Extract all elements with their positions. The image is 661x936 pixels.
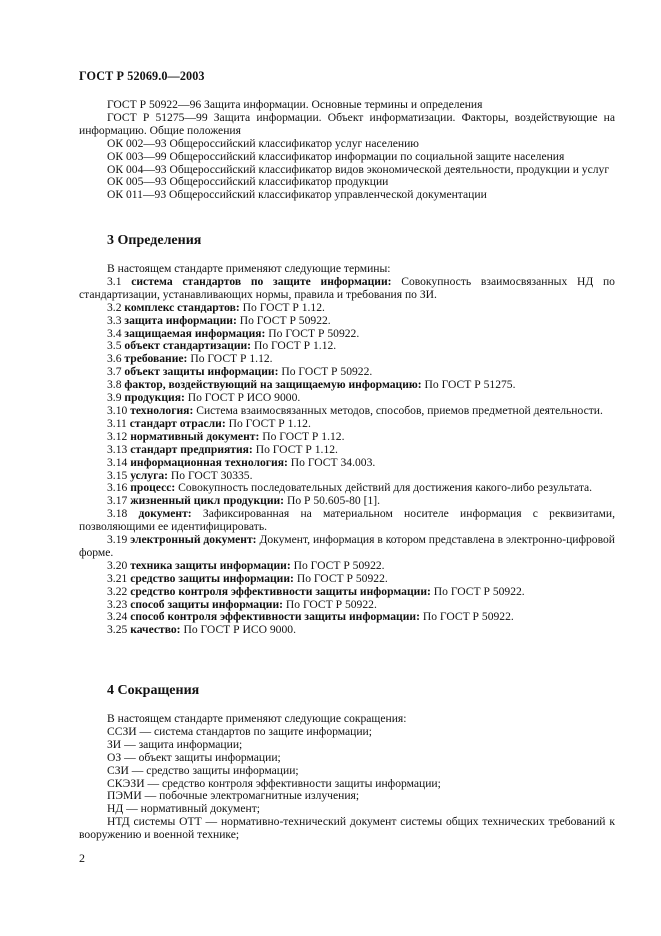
definition-number: 3.19	[107, 533, 128, 547]
definition-text: По Р 50.605-80 [1].	[284, 494, 381, 508]
definition-number: 3.3	[107, 313, 122, 327]
definition-number: 3.7	[107, 365, 122, 379]
definition-number: 3.9	[107, 391, 122, 405]
definition-term: объект защиты информации:	[124, 365, 279, 379]
definition-text: По ГОСТ Р 50922.	[430, 584, 525, 598]
definition-number: 3.16	[107, 481, 128, 495]
abbreviation-item: НТД системы ОТТ — нормативно-технический документ системы общих технических требований к вооружению и военной технике;	[79, 815, 615, 842]
definition-text: По ГОСТ Р 1.12.	[187, 352, 273, 366]
definition-term: объект стандартизации:	[124, 339, 252, 353]
definition-term: способ защиты информации:	[130, 597, 283, 611]
definition-text: По ГОСТ Р ИСО 9000.	[184, 391, 301, 405]
section-4-intro: В настоящем стандарте применяют следующие сокращения:	[107, 712, 407, 725]
definition-term: защищаемая информация:	[124, 326, 266, 340]
definition-text: По ГОСТ Р 50922.	[236, 313, 331, 327]
abbreviation-item: СЗИ — средство защиты информации;	[107, 763, 299, 777]
reference-item: ГОСТ Р 50922—96 Защита информации. Основные термины и определения	[107, 98, 483, 111]
definition-text: Документ, информация в котором представлена в электронно-цифровой форме.	[79, 533, 615, 559]
reference-item: ОК 003—99 Общероссийский классификатор информации по социальной защите населения	[107, 149, 565, 163]
definition-text: Совокупность последовательных действий для достижения какого-либо результата.	[175, 481, 593, 495]
definition-number: 3.20	[107, 558, 128, 572]
definition-number: 3.15	[107, 468, 128, 482]
definition-text: По ГОСТ Р 50922.	[283, 597, 377, 611]
definition-text: По ГОСТ Р 50922.	[419, 610, 514, 624]
definition-text: Система взаимосвязанных методов, способов, приемов предметной деятельности.	[193, 403, 603, 417]
section-3-intro: В настоящем стандарте применяют следующие термины:	[107, 262, 391, 275]
abbreviation-item: ССЗИ — система стандартов по защите информации;	[107, 724, 372, 738]
definition-term: стандарт предприятия:	[130, 442, 253, 456]
section-4-title: 4 Сокращения	[107, 683, 200, 698]
definition-item	[79, 624, 615, 637]
definition-text: По ГОСТ Р 50922.	[290, 558, 385, 572]
definition-number: 3.24	[107, 610, 128, 624]
reference-item: ОК 004—93 Общероссийский классификатор видов экономической деятельности, продукции и услуг	[107, 162, 610, 176]
definition-number: 3.17	[107, 494, 128, 508]
definition-text: Зафиксированная на материальном носителе информация с реквизитами, позволяющими ее идентифицировать.	[79, 507, 615, 534]
definition-text: По ГОСТ Р 50922.	[278, 365, 373, 379]
definition-number: 3.4	[107, 326, 122, 340]
definition-text: По ГОСТ Р 1.12.	[225, 416, 311, 430]
definition-item	[79, 508, 615, 534]
definition-number: 3.11	[107, 416, 127, 430]
definition-number: 3.25	[107, 623, 128, 637]
definition-term: система стандартов по защите информации:	[131, 274, 392, 288]
definitions-list	[79, 263, 615, 637]
definition-term: средство защиты информации:	[130, 571, 294, 585]
definition-term: способ контроля эффективности защиты информации:	[130, 610, 420, 624]
reference-item: ОК 005—93 Общероссийский классификатор продукции	[107, 175, 389, 189]
abbreviation-item: ПЭМИ — побочные электромагнитные излучения;	[107, 789, 360, 803]
section-3-title: 3 Определения	[107, 233, 202, 248]
definition-number: 3.10	[107, 403, 128, 417]
abbreviation-item: ЗИ — защита информации;	[107, 737, 243, 751]
definition-term: процесс:	[130, 481, 176, 495]
definition-text: По ГОСТ Р 1.12.	[251, 339, 337, 353]
definition-text: По ГОСТ Р ИСО 9000.	[180, 623, 296, 637]
definition-term: нормативный документ:	[130, 429, 260, 443]
definition-number: 3.1	[107, 274, 122, 288]
definition-item	[79, 276, 615, 302]
definition-term: качество:	[130, 623, 181, 637]
abbreviation-item: НД — нормативный документ;	[107, 802, 261, 816]
definition-number: 3.6	[107, 352, 122, 366]
document-header: ГОСТ Р 52069.0—2003	[79, 69, 205, 83]
definition-text: По ГОСТ 34.003.	[287, 455, 376, 469]
definition-number: 3.23	[107, 597, 128, 611]
definition-text: По ГОСТ Р 51275.	[421, 378, 516, 392]
definition-number: 3.8	[107, 378, 122, 392]
definition-number: 3.2	[107, 300, 122, 314]
definition-term: защита информации:	[124, 313, 237, 327]
definition-number: 3.5	[107, 339, 122, 353]
definition-term: стандарт отрасли:	[129, 416, 226, 430]
definition-term: документ:	[138, 507, 192, 521]
definition-term: комплекс стандартов:	[124, 300, 240, 314]
definition-term: техника защиты информации:	[130, 558, 291, 572]
abbreviation-item: ОЗ — объект защиты информации;	[107, 750, 281, 764]
definition-number: 3.21	[107, 571, 128, 585]
reference-item: ОК 011—93 Общероссийский классификатор управленческой документации	[107, 188, 487, 202]
definition-term: требование:	[124, 352, 188, 366]
definition-term: жизненный цикл продукции:	[130, 494, 285, 508]
definition-item	[79, 534, 615, 560]
definition-number: 3.18	[107, 507, 128, 521]
definition-term: информационная технология:	[130, 455, 288, 469]
definition-term: продукция:	[124, 391, 185, 405]
definition-term: фактор, воздействующий на защищаемую информацию:	[124, 378, 422, 392]
definition-number: 3.13	[107, 442, 128, 456]
definition-text: По ГОСТ Р 1.12.	[252, 442, 338, 456]
definition-text: По ГОСТ 30335.	[168, 468, 253, 482]
definition-text: По ГОСТ Р 1.12.	[259, 429, 345, 443]
definition-text: По ГОСТ Р 50922.	[293, 571, 388, 585]
reference-item: ОК 002—93 Общероссийский классификатор услуг населению	[107, 136, 419, 150]
definition-term: услуга:	[130, 468, 169, 482]
definition-term: электронный документ:	[130, 533, 257, 547]
page-number: 2	[79, 851, 85, 865]
definition-text: По ГОСТ Р 50922.	[265, 326, 360, 340]
definition-number: 3.12	[107, 429, 128, 443]
definition-term: средство контроля эффективности защиты информации:	[130, 584, 431, 598]
normative-references-list	[79, 99, 615, 202]
reference-item: ГОСТ Р 51275—99 Защита информации. Объект информатизации. Факторы, воздействующие на информацию. Общие положения	[79, 110, 615, 137]
abbreviation-item: СКЭЗИ — средство контроля эффективности защиты информации;	[107, 776, 441, 790]
definition-term: технология:	[130, 403, 194, 417]
definition-number: 3.14	[107, 455, 128, 469]
definition-number: 3.22	[107, 584, 128, 598]
abbreviations-list	[79, 713, 615, 842]
definition-text: Совокупность взаимосвязанных НД по стандартизации, устанавливающих нормы, правила и требования по ЗИ.	[79, 274, 615, 301]
definition-text: По ГОСТ Р 1.12.	[239, 300, 325, 314]
